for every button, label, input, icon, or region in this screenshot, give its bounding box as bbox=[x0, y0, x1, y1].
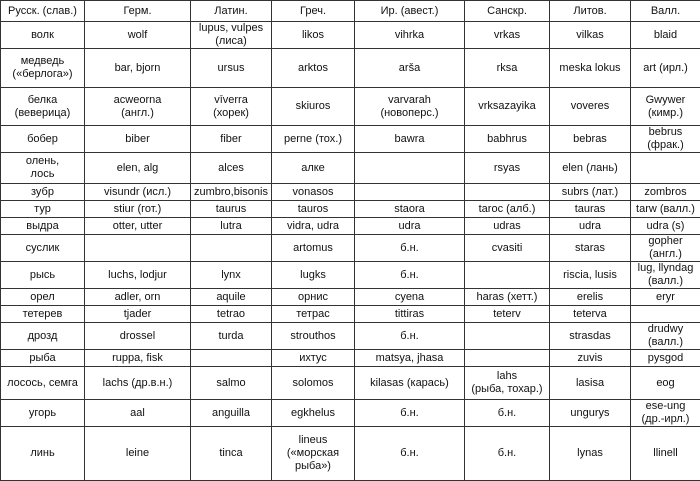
cell-russian: дрозд bbox=[1, 323, 85, 350]
cell-iranian bbox=[355, 184, 465, 201]
cell-welsh: blaid bbox=[631, 22, 700, 49]
cell-greek: solomos bbox=[272, 367, 355, 400]
cell-latin: aquile bbox=[191, 289, 272, 306]
cell-germanic: drossel bbox=[85, 323, 191, 350]
table-row bbox=[1, 235, 700, 262]
cell-iranian: tittiras bbox=[355, 306, 465, 323]
cell-welsh bbox=[631, 153, 700, 184]
cell-latin: ursus bbox=[191, 49, 272, 88]
cell-iranian: б.н. bbox=[355, 427, 465, 481]
cell-greek: алке bbox=[272, 153, 355, 184]
cell-sanskrit bbox=[465, 350, 550, 367]
table-row bbox=[1, 22, 700, 49]
cell-sanskrit: babhrus bbox=[465, 126, 550, 153]
cell-germanic bbox=[85, 235, 191, 262]
cell-welsh: eog bbox=[631, 367, 700, 400]
cell-russian: тур bbox=[1, 201, 85, 218]
cell-lithuanian: meska lokus bbox=[550, 49, 631, 88]
cell-germanic: adler, orn bbox=[85, 289, 191, 306]
cell-sanskrit: rksa bbox=[465, 49, 550, 88]
cell-latin bbox=[191, 350, 272, 367]
cell-latin: taurus bbox=[191, 201, 272, 218]
cell-lithuanian: lynas bbox=[550, 427, 631, 481]
cell-welsh: eryr bbox=[631, 289, 700, 306]
cell-greek: tauros bbox=[272, 201, 355, 218]
table-row bbox=[1, 289, 700, 306]
cell-russian: рысь bbox=[1, 262, 85, 289]
cell-iranian bbox=[355, 153, 465, 184]
cell-greek: орнис bbox=[272, 289, 355, 306]
cell-welsh: zombros bbox=[631, 184, 700, 201]
cell-germanic: leine bbox=[85, 427, 191, 481]
table-body bbox=[1, 1, 700, 481]
cell-germanic: aal bbox=[85, 400, 191, 427]
cell-greek: тетрас bbox=[272, 306, 355, 323]
cell-russian: орел bbox=[1, 289, 85, 306]
cell-lithuanian: lasisa bbox=[550, 367, 631, 400]
cell-russian: рыба bbox=[1, 350, 85, 367]
table-row bbox=[1, 350, 700, 367]
cell-germanic: biber bbox=[85, 126, 191, 153]
cell-greek: vonasos bbox=[272, 184, 355, 201]
table-row bbox=[1, 367, 700, 400]
cell-russian: олень, лось bbox=[1, 153, 85, 184]
cell-germanic: tjader bbox=[85, 306, 191, 323]
cell-lithuanian: riscia, lusis bbox=[550, 262, 631, 289]
table-row bbox=[1, 218, 700, 235]
cell-germanic: stiur (гот.) bbox=[85, 201, 191, 218]
cell-latin bbox=[191, 235, 272, 262]
cell-lithuanian: tauras bbox=[550, 201, 631, 218]
cell-germanic: lachs (др.в.н.) bbox=[85, 367, 191, 400]
cell-welsh: art (ирл.) bbox=[631, 49, 700, 88]
cell-latin: zumbro,bisonis bbox=[191, 184, 272, 201]
table-row bbox=[1, 400, 700, 427]
cell-lithuanian: bebras bbox=[550, 126, 631, 153]
cell-greek: ихтус bbox=[272, 350, 355, 367]
cell-sanskrit: vrkas bbox=[465, 22, 550, 49]
cell-latin: salmo bbox=[191, 367, 272, 400]
cell-sanskrit: taroc (алб.) bbox=[465, 201, 550, 218]
cell-germanic: luchs, lodjur bbox=[85, 262, 191, 289]
cell-germanic: visundr (исл.) bbox=[85, 184, 191, 201]
column-header-iranian: Ир. (авест.) bbox=[355, 1, 465, 22]
cell-welsh: gopher (англ.) bbox=[631, 235, 700, 262]
cell-sanskrit: б.н. bbox=[465, 427, 550, 481]
cell-sanskrit: cvasiti bbox=[465, 235, 550, 262]
cell-germanic: ruppa, fisk bbox=[85, 350, 191, 367]
cell-greek: strouthos bbox=[272, 323, 355, 350]
cell-germanic: elen, alg bbox=[85, 153, 191, 184]
cell-latin: tinca bbox=[191, 427, 272, 481]
cell-russian: линь bbox=[1, 427, 85, 481]
cell-sanskrit bbox=[465, 323, 550, 350]
cell-greek: skiuros bbox=[272, 88, 355, 126]
cell-russian: тетерев bbox=[1, 306, 85, 323]
table-row bbox=[1, 153, 700, 184]
cell-iranian: б.н. bbox=[355, 235, 465, 262]
cell-lithuanian: zuvis bbox=[550, 350, 631, 367]
cell-russian: медведь («берлога») bbox=[1, 49, 85, 88]
cell-russian: суслик bbox=[1, 235, 85, 262]
table-row bbox=[1, 88, 700, 126]
cell-greek: lugks bbox=[272, 262, 355, 289]
table-row bbox=[1, 49, 700, 88]
cell-sanskrit: haras (хетт.) bbox=[465, 289, 550, 306]
cell-welsh: lug, llyndag (валл.) bbox=[631, 262, 700, 289]
table-row bbox=[1, 427, 700, 481]
cell-russian: угорь bbox=[1, 400, 85, 427]
cell-russian: волк bbox=[1, 22, 85, 49]
cell-welsh: llinell bbox=[631, 427, 700, 481]
cell-germanic: wolf bbox=[85, 22, 191, 49]
cell-latin: lutra bbox=[191, 218, 272, 235]
cell-iranian: kilasas (карась) bbox=[355, 367, 465, 400]
cell-germanic: acweorna (англ.) bbox=[85, 88, 191, 126]
cell-welsh bbox=[631, 306, 700, 323]
cell-russian: лосось, семга bbox=[1, 367, 85, 400]
cell-greek: arktos bbox=[272, 49, 355, 88]
cell-lithuanian: subrs (лат.) bbox=[550, 184, 631, 201]
cell-greek: likos bbox=[272, 22, 355, 49]
cell-greek: vidra, udra bbox=[272, 218, 355, 235]
column-header-russian: Русск. (слав.) bbox=[1, 1, 85, 22]
table-row bbox=[1, 126, 700, 153]
cell-iranian: staora bbox=[355, 201, 465, 218]
header-row bbox=[1, 1, 700, 22]
cell-iranian: arša bbox=[355, 49, 465, 88]
table-row bbox=[1, 262, 700, 289]
cell-greek: artomus bbox=[272, 235, 355, 262]
cell-welsh: drudwy (валл.) bbox=[631, 323, 700, 350]
cell-welsh: pysgod bbox=[631, 350, 700, 367]
cell-latin: vīverra (хорек) bbox=[191, 88, 272, 126]
cell-sanskrit: udras bbox=[465, 218, 550, 235]
table-row bbox=[1, 184, 700, 201]
cell-greek: perne (тох.) bbox=[272, 126, 355, 153]
cell-lithuanian: elen (лань) bbox=[550, 153, 631, 184]
cell-russian: зубр bbox=[1, 184, 85, 201]
cell-greek: egkhelus bbox=[272, 400, 355, 427]
cell-lithuanian: ungurys bbox=[550, 400, 631, 427]
cell-latin: anguilla bbox=[191, 400, 272, 427]
cell-welsh: bebrus (фрак.) bbox=[631, 126, 700, 153]
cell-sanskrit: lahs (рыба, тохар.) bbox=[465, 367, 550, 400]
cell-sanskrit: б.н. bbox=[465, 400, 550, 427]
cell-iranian: cyena bbox=[355, 289, 465, 306]
cell-russian: бобер bbox=[1, 126, 85, 153]
column-header-germanic: Герм. bbox=[85, 1, 191, 22]
cell-latin: fiber bbox=[191, 126, 272, 153]
cell-lithuanian: udra bbox=[550, 218, 631, 235]
cell-welsh: Gwywer (кимр.) bbox=[631, 88, 700, 126]
cell-latin: lynx bbox=[191, 262, 272, 289]
cell-sanskrit: vrksazayika bbox=[465, 88, 550, 126]
cell-iranian: varvarah (новоперс.) bbox=[355, 88, 465, 126]
cell-welsh: tarw (валл.) bbox=[631, 201, 700, 218]
cell-lithuanian: staras bbox=[550, 235, 631, 262]
table-row bbox=[1, 323, 700, 350]
cell-sanskrit bbox=[465, 184, 550, 201]
cell-iranian: vihrka bbox=[355, 22, 465, 49]
cell-lithuanian: erelis bbox=[550, 289, 631, 306]
cell-iranian: б.н. bbox=[355, 262, 465, 289]
cell-germanic: bar, bjorn bbox=[85, 49, 191, 88]
cell-latin: tetrao bbox=[191, 306, 272, 323]
cell-iranian: б.н. bbox=[355, 400, 465, 427]
column-header-latin: Латин. bbox=[191, 1, 272, 22]
cell-lithuanian: teterva bbox=[550, 306, 631, 323]
cell-germanic: otter, utter bbox=[85, 218, 191, 235]
cell-sanskrit bbox=[465, 262, 550, 289]
cell-lithuanian: vilkas bbox=[550, 22, 631, 49]
cell-welsh: ese-ung (др.-ирл.) bbox=[631, 400, 700, 427]
column-header-sanskrit: Санскр. bbox=[465, 1, 550, 22]
cell-iranian: matsya, jhasa bbox=[355, 350, 465, 367]
cell-latin: lupus, vulpes (лиса) bbox=[191, 22, 272, 49]
cell-sanskrit: rsyas bbox=[465, 153, 550, 184]
cell-latin: turda bbox=[191, 323, 272, 350]
column-header-welsh: Валл. bbox=[631, 1, 700, 22]
cell-iranian: б.н. bbox=[355, 323, 465, 350]
table-row bbox=[1, 306, 700, 323]
column-header-lithuanian: Литов. bbox=[550, 1, 631, 22]
table-row bbox=[1, 201, 700, 218]
cell-lithuanian: strasdas bbox=[550, 323, 631, 350]
column-header-greek: Греч. bbox=[272, 1, 355, 22]
cell-greek: lineus («морская рыба») bbox=[272, 427, 355, 481]
cell-latin: alces bbox=[191, 153, 272, 184]
cell-sanskrit: teterv bbox=[465, 306, 550, 323]
cell-russian: белка (веверица) bbox=[1, 88, 85, 126]
cell-iranian: udra bbox=[355, 218, 465, 235]
cell-lithuanian: voveres bbox=[550, 88, 631, 126]
cell-welsh: udra (s) bbox=[631, 218, 700, 235]
cell-russian: выдра bbox=[1, 218, 85, 235]
cell-iranian: bawra bbox=[355, 126, 465, 153]
